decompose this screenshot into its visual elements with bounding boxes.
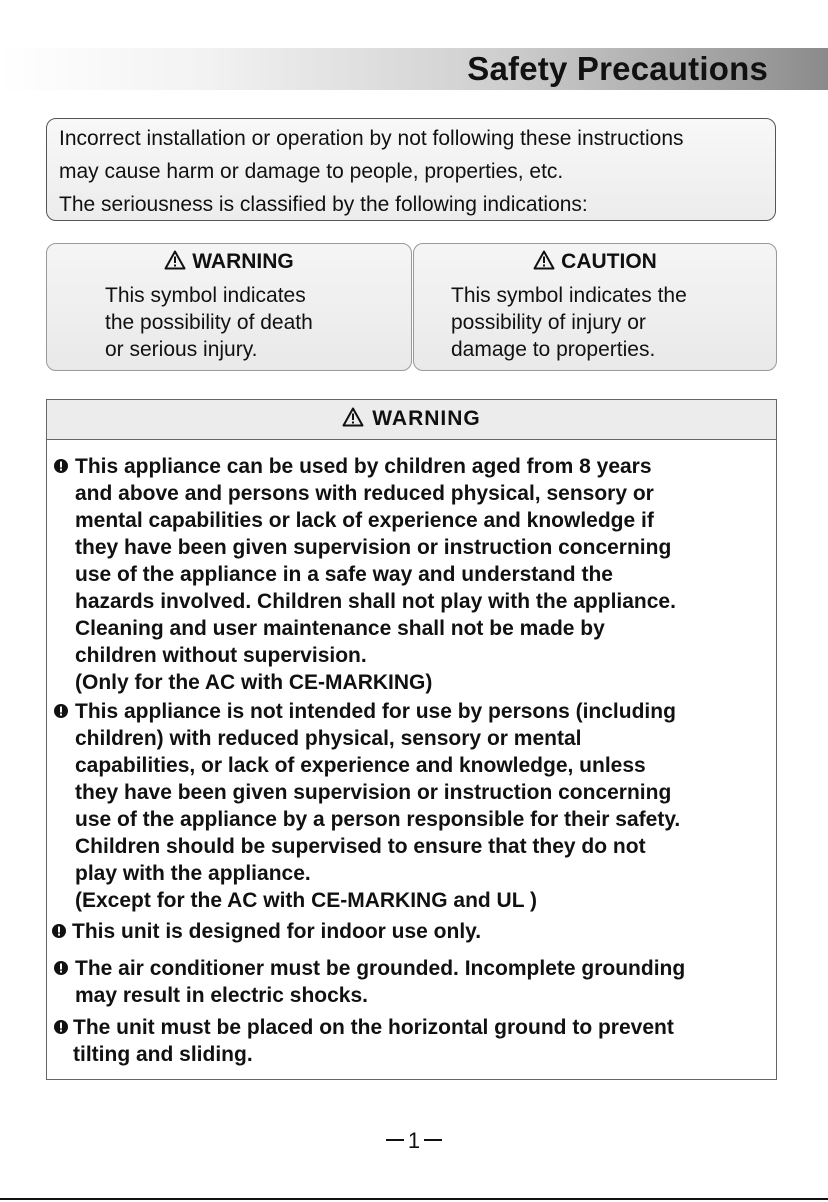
warning-item-1-line-2: and above and persons with reduced physical, sensory or xyxy=(75,482,654,505)
caution-indication-line-3: damage to properties. xyxy=(451,338,656,361)
bottom-rule xyxy=(0,1198,828,1200)
caution-indication-line-2: possibility of injury or xyxy=(451,311,646,334)
warning-indication-box xyxy=(46,243,412,371)
warning-item-2-line-2: children) with reduced physical, sensory or mental xyxy=(75,727,582,750)
warning-section xyxy=(46,399,777,1080)
warning-item-2-line-7: play with the appliance. xyxy=(75,862,311,885)
intro-line-2: may cause harm or damage to people, properties, etc. xyxy=(59,160,564,183)
intro-line-3: The seriousness is classified by the following indications: xyxy=(59,193,588,216)
caution-indication-line-1: This symbol indicates the xyxy=(451,284,687,307)
intro-line-1: Incorrect installation or operation by not following these instructions xyxy=(59,127,684,150)
warning-item-1-line-7: Cleaning and user maintenance shall not be made by xyxy=(75,617,605,640)
warning-indication-line-1: This symbol indicates xyxy=(105,284,306,307)
warning-item-4-line-2: may result in electric shocks. xyxy=(75,984,368,1007)
caution-indication-label: CAUTION xyxy=(561,250,657,273)
bullet-icon xyxy=(52,924,66,938)
warning-item-1-line-6: hazards involved. Children shall not play with the appliance. xyxy=(75,590,676,613)
warning-item-2-line-3: capabilities, or lack of experience and knowledge, unless xyxy=(75,754,646,777)
warning-triangle-icon xyxy=(342,407,364,427)
warning-item-2-line-5: use of the appliance by a person responsible for their safety. xyxy=(75,808,681,831)
warning-item-4-line-1: The air conditioner must be grounded. Incomplete grounding xyxy=(75,957,686,980)
warning-item-2-line-8: (Except for the AC with CE-MARKING and UL ) xyxy=(75,889,537,912)
page-number xyxy=(0,1128,828,1154)
bullet-icon xyxy=(54,1020,68,1034)
warning-item-1-line-5: use of the appliance in a safe way and understand the xyxy=(75,563,613,586)
bullet-icon xyxy=(54,704,68,718)
warning-section-header xyxy=(47,400,776,440)
warning-item-3-line-1: This unit is designed for indoor use only. xyxy=(72,920,482,943)
warning-item-2-line-1: This appliance is not intended for use by persons (including xyxy=(75,700,676,723)
page-number-value: 1 xyxy=(407,1128,421,1153)
warning-section-title xyxy=(342,407,481,431)
bullet-icon xyxy=(54,459,68,473)
warning-section-label: WARNING xyxy=(372,407,481,430)
warning-item-1-line-1: This appliance can be used by children aged from 8 years xyxy=(75,455,652,478)
page-number-dash-right xyxy=(424,1139,442,1141)
warning-item-1-line-3: mental capabilities or lack of experience and knowledge if xyxy=(75,509,654,532)
warning-triangle-icon xyxy=(533,250,555,270)
bullet-icon xyxy=(54,961,68,975)
header-bar xyxy=(0,48,828,90)
intro-box xyxy=(46,118,776,221)
warning-item-5-line-1: The unit must be placed on the horizontal ground to prevent xyxy=(73,1016,674,1039)
warning-item-2-line-4: they have been given supervision or instruction concerning xyxy=(75,781,672,804)
warning-triangle-icon xyxy=(164,250,186,270)
caution-indication-title xyxy=(414,250,776,274)
warning-item-1-line-4: they have been given supervision or instruction concerning xyxy=(75,536,672,559)
warning-item-1-line-8: children without supervision. xyxy=(75,644,367,667)
page-number-dash-left xyxy=(386,1139,404,1141)
warning-indication-line-3: or serious injury. xyxy=(105,338,258,361)
warning-indication-label: WARNING xyxy=(192,250,294,273)
warning-indication-line-2: the possibility of death xyxy=(105,311,313,334)
caution-indication-box xyxy=(413,243,777,371)
warning-indication-title xyxy=(47,250,411,274)
warning-item-1-line-9: (Only for the AC with CE-MARKING) xyxy=(75,671,433,694)
warning-item-2-line-6: Children should be supervised to ensure that they do not xyxy=(75,835,646,858)
page-title: Safety Precautions xyxy=(467,50,768,87)
warning-item-5-line-2: tilting and sliding. xyxy=(73,1043,253,1066)
